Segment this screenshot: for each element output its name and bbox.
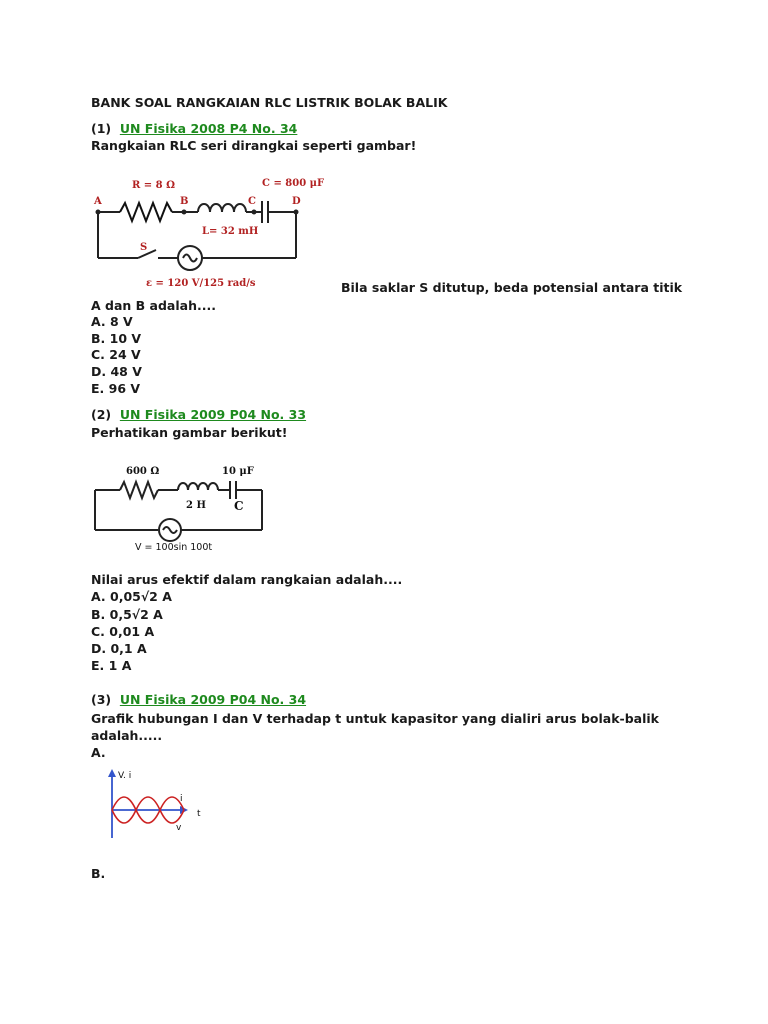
graph-curve-i-label: i (180, 794, 183, 804)
question-1-header (91, 121, 297, 136)
question-1-option-c: C. 24 V (91, 347, 141, 362)
rlc-circuit-diagram-1 (90, 172, 330, 292)
question-2-option-c: C. 0,01 A (91, 624, 155, 639)
emf-label: ε = 120 V/125 rad/s (146, 278, 256, 289)
graph-curve-v-label: v (176, 823, 182, 833)
question-1-text-part2: A dan B adalah.... (91, 298, 216, 313)
graph-y-axis-label: V. i (118, 771, 132, 781)
question-1-option-e: E. 96 V (91, 381, 141, 396)
question-2-option-d: D. 0,1 A (91, 641, 147, 656)
capacitor-label-2: 10 μF (222, 466, 254, 477)
question-1-option-a: A. 8 V (91, 314, 133, 329)
question-2-option-b: B. 0,5√2 A (91, 607, 163, 622)
resistor-label: R = 8 Ω (132, 180, 175, 191)
page-title: BANK SOAL RANGKAIAN RLC LISTRIK BOLAK BALIK (91, 95, 448, 110)
graph-x-axis-label: t (197, 809, 201, 819)
question-2-source-link[interactable]: UN Fisika 2009 P04 No. 33 (119, 407, 307, 422)
point-b-label: B (180, 196, 189, 207)
inductor-label-2: 2 H (186, 500, 206, 511)
point-d-label: D (292, 196, 301, 207)
question-3-prompt-line1: Grafik hubungan I dan V terhadap t untuk kapasitor yang dialiri arus bolak-balik (91, 711, 659, 726)
question-3-header (91, 692, 306, 707)
question-2-option-e: E. 1 A (91, 658, 132, 673)
question-2-text: Nilai arus efektif dalam rangkaian adalah.... (91, 572, 403, 587)
rlc-circuit-diagram-2 (90, 460, 270, 555)
question-2-prompt: Perhatikan gambar berikut! (91, 425, 288, 440)
question-1-prompt: Rangkaian RLC seri dirangkai seperti gambar! (91, 138, 417, 153)
question-3-option-b: B. (91, 866, 106, 881)
question-1-text-part1: Bila saklar S ditutup, beda potensial antara titik (341, 280, 683, 295)
inductor-label: L= 32 mH (202, 226, 259, 237)
vi-graph-option-a (96, 766, 216, 842)
capacitor-letter-label: C (234, 499, 244, 513)
switch-label: S (140, 242, 148, 253)
question-1-option-b: B. 10 V (91, 331, 142, 346)
question-3-option-a: A. (91, 745, 106, 760)
question-1-number: (1) (91, 121, 112, 136)
question-1-source-link[interactable]: UN Fisika 2008 P4 No. 34 (119, 121, 298, 136)
capacitor-label: C = 800 μF (262, 178, 325, 189)
question-2-header (91, 407, 306, 422)
question-3-source-link[interactable]: UN Fisika 2009 P04 No. 34 (119, 692, 307, 707)
question-1-option-d: D. 48 V (91, 364, 142, 379)
voltage-source-label: V = 100sin 100t (135, 542, 213, 553)
point-a-label: A (94, 196, 102, 207)
question-2-number: (2) (91, 407, 112, 422)
resistor-label-2: 600 Ω (126, 466, 160, 477)
question-3-prompt-line2: adalah..... (91, 728, 163, 743)
question-2-option-a: A. 0,05√2 A (91, 589, 172, 604)
point-c-label: C (248, 196, 256, 207)
question-3-number: (3) (91, 692, 112, 707)
